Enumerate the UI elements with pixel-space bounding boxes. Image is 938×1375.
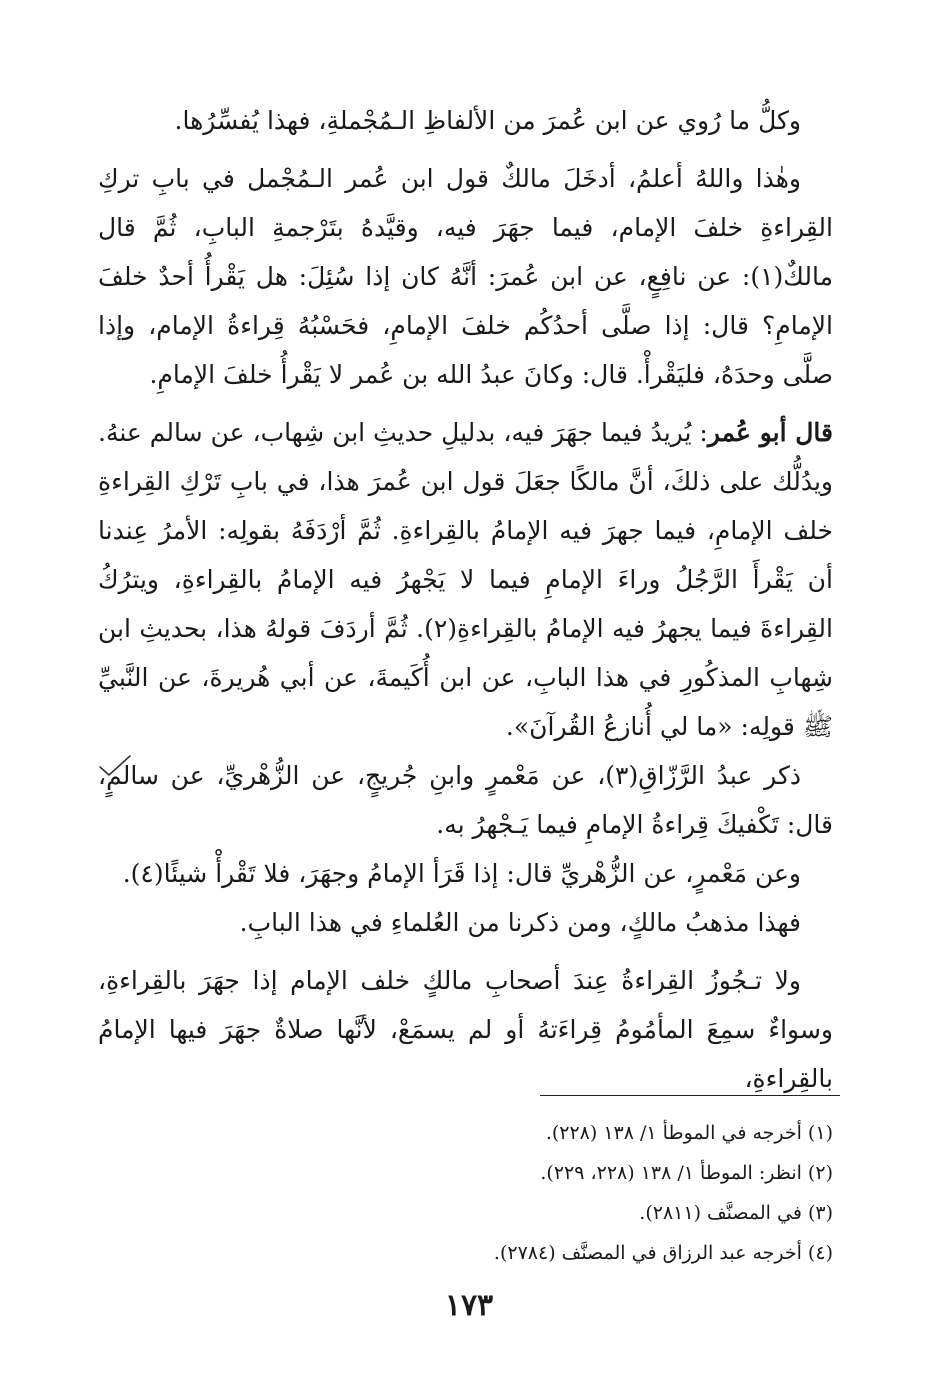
paragraph-3-text: : يُريدُ فيما جهَرَ فيه، بدليلِ حديثِ ابن شِهاب، عن سالم عنهُ. ويدُلُّك على ذلكَ، أنَّ مالكًا جعَلَ قول ابن عُمرَ هذا، في بابِ تَرْكِ القِراءةِ خلف الإمامِ، فيما جهرَ فيه الإمامُ بالقِراءةِ. ثُمَّ أرْدَفَهُ بقولِه: الأمرُ عِندنا أن يَقْرأَ الرَّجُلُ وراءَ الإمامِ فيما لا يَجْهرُ فيه الإمامُ بالقِراءةِ، ويترُكُ القِراءةَ فيما يجهرُ فيه الإمامُ بالقِراءةِ(٢). ثُمَّ أردَفَ قولهُ هذا، بحديثِ ابن شِهابِ المذكُورِ في هذا البابِ، عن ابن أُكَيمةَ، عن أبي هُريرةَ، عن النَّبيِّ ﷺ قولِه: «ما لي أُنازعُ القُرآنَ».: [98, 418, 833, 741]
footnote-divider: [540, 1095, 840, 1096]
footnotes: [98, 1113, 833, 1273]
paragraph-7-text: ولا تـجُوزُ القِراءةُ عِندَ أصحابِ مالكٍ خلف الإمام إذا جهَرَ بالقِراءةِ، وسواءٌ سمِعَ المأمُومُ قِراءَتهُ أو لم يسمَعْ، لأنَّها صلاةٌ جهَرَ فيها الإمامُ بالقِراءةِ،: [98, 966, 833, 1093]
paragraph-2: [98, 154, 833, 399]
paragraph-6: [98, 898, 833, 947]
paragraph-4-text: ذكر عبدُ الرَّزّاقِ(٣)، عن مَعْمرٍ وابنِ جُريجٍ، عن الزُّهْريِّ، عن سالمٍ، قال: تَكْفيكَ قِراءةُ الإمامِ فيما يَـجْهرُ به.: [98, 761, 833, 839]
paragraph-1: [98, 96, 833, 145]
paragraph-6-text: فهذا مذهبُ مالكٍ، ومن ذكرنا من العُلماءِ في هذا البابِ.: [239, 908, 801, 937]
checkmark-icon: [98, 753, 132, 779]
paragraph-7: [98, 956, 833, 1103]
footnote-4: (٤) أخرجه عبد الرزاق في المصنَّف (٢٧٨٤).: [493, 1242, 833, 1264]
paragraph-3-label: قال أبو عُمر: [707, 418, 834, 447]
footnote-1: (١) أخرجه في الموطأ ١/ ١٣٨ (٢٢٨).: [545, 1122, 833, 1144]
paragraph-5: [98, 849, 833, 898]
footnote-2: (٢) انظر: الموطأ ١/ ١٣٨ (٢٢٨، ٢٢٩).: [540, 1162, 833, 1184]
paragraph-3: [98, 408, 833, 751]
paragraph-4: [98, 751, 833, 849]
main-text: [98, 96, 833, 1103]
footnote-3: (٣) في المصنَّف (٢٨١١).: [639, 1202, 833, 1224]
page-number: ١٧٣: [444, 1288, 494, 1323]
paragraph-5-text: وعن مَعْمرٍ، عن الزُّهْريِّ قال: إذا قَرَأ الإمامُ وجهَرَ، فلا تَقْرأْ شيئًا(٤).: [122, 859, 801, 888]
paragraph-1-text: وكلُّ ما رُوي عن ابن عُمرَ من الألفاظِ الـمُجْملةِ، فهذا يُفسِّرُها.: [174, 106, 801, 135]
paragraph-2-text: وهٰذا واللهُ أعلمُ، أدخَلَ مالكٌ قول ابن عُمر الـمُجْمل في بابِ تركِ القِراءةِ خلفَ الإمام، فيما جهَرَ فيه، وقيَّدهُ بتَرْجمةِ البابِ، ثُمَّ قال مالكٌ(١): عن نافِعٍ، عن ابن عُمرَ: أنَّهُ كان إذا سُئِلَ: هل يَقْرأُ أحدٌ خلفَ الإمامِ؟ قال: إذا صلَّى أحدُكُم خلفَ الإمامِ، فحَسْبُهُ قِراءةُ الإمام، وإذا صلَّى وحدَهُ، فليَقْرأْ. قال: وكانَ عبدُ الله بن عُمر لا يَقْرأُ خلفَ الإمامِ.: [98, 164, 833, 389]
